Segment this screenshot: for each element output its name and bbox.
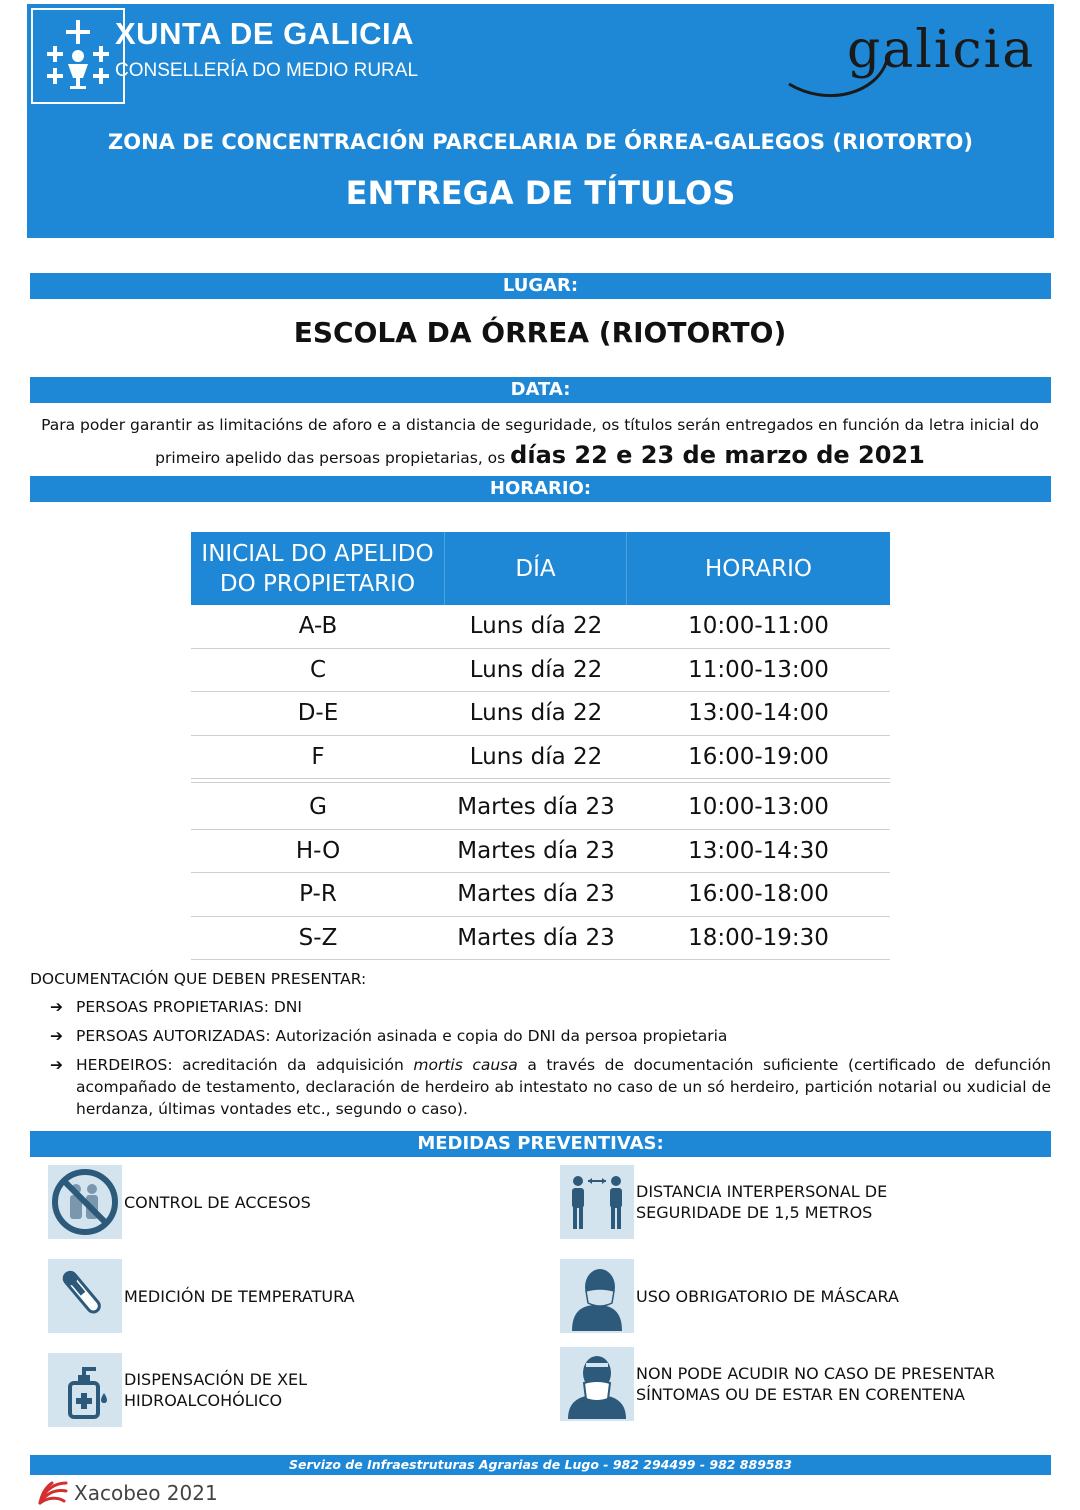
- measure-text-line: MEDICIÓN DE TEMPERATURA: [124, 1286, 355, 1306]
- cell-day: Luns día 22: [469, 743, 603, 770]
- distance-icon: [560, 1165, 634, 1239]
- xunta-coat-of-arms-logo: [31, 8, 125, 104]
- sanitizer-icon: [48, 1353, 122, 1427]
- date-intro: Para poder garantir as limitacións de aforo e a distancia de seguridade, os títulos serán entregados en función da letra inicial do primeiro apelido das persoas propietarias, os: [41, 416, 1039, 467]
- place-value: ESCOLA DA ÓRREA (RIOTORTO): [293, 316, 787, 349]
- measure-text: [634, 1363, 995, 1405]
- date-heading: DATA:: [30, 377, 1051, 403]
- xacobeo-logo: [36, 1479, 218, 1507]
- cell-day: Martes día 23: [457, 837, 615, 864]
- table-row: [191, 692, 890, 736]
- measure-text: [122, 1369, 307, 1411]
- list-item: [30, 996, 1051, 1018]
- measure-text-line: DISPENSACIÓN DE XEL: [124, 1370, 308, 1389]
- table-header-row: [191, 532, 890, 605]
- measures-heading: MEDIDAS PREVENTIVAS:: [30, 1131, 1051, 1157]
- cell-time: 13:00-14:00: [688, 700, 829, 727]
- documentation-section: [30, 968, 1051, 1127]
- arrow-right-icon: ➔: [50, 1027, 63, 1045]
- galicia-brand-logo: [787, 12, 1047, 107]
- cell-initial: C: [309, 656, 327, 683]
- table-row: [191, 605, 890, 649]
- cell-day: Luns día 22: [469, 656, 603, 683]
- no-entry-people-icon: [48, 1165, 122, 1239]
- cell-time: 16:00-18:00: [688, 881, 829, 908]
- cell-day: Martes día 23: [457, 881, 615, 908]
- org-name: XUNTA DE GALICIA: [115, 16, 415, 51]
- cell-time: 18:00-19:30: [688, 924, 829, 951]
- table-row: [191, 786, 890, 830]
- cell-initial: H-O: [295, 837, 341, 864]
- schedule-heading: HORARIO:: [30, 476, 1051, 502]
- cell-time: 10:00-13:00: [688, 794, 829, 821]
- arrow-right-icon: ➔: [50, 998, 63, 1016]
- cell-time: 16:00-19:00: [688, 743, 829, 770]
- cell-initial: P-R: [299, 881, 337, 908]
- measure-access-control: [48, 1165, 311, 1239]
- xacobeo-text: Xacobeo 2021: [74, 1481, 218, 1505]
- documentation-item: PERSOAS AUTORIZADAS: Autorización asinada e copia do DNI da persoa propietaria: [76, 1027, 728, 1045]
- heirs-text-italic: mortis causa: [413, 1056, 518, 1074]
- cell-time: 10:00-11:00: [688, 613, 829, 640]
- date-highlight: días 22 e 23 de marzo de 2021: [510, 441, 925, 469]
- cell-time: 11:00-13:00: [688, 656, 829, 683]
- measure-sanitizer: [48, 1353, 307, 1427]
- table-row: [191, 649, 890, 693]
- schedule-table: [191, 532, 890, 960]
- cell-day: Luns día 22: [469, 700, 603, 727]
- cell-day: Luns día 22: [469, 613, 603, 640]
- measure-text: [122, 1286, 355, 1307]
- place-heading: LUGAR:: [30, 273, 1051, 299]
- cell-initial: A-B: [298, 613, 338, 640]
- measure-distance: [560, 1165, 887, 1239]
- measure-text-line: USO OBRIGATORIO DE MÁSCARA: [636, 1286, 899, 1306]
- cell-day: Martes día 23: [457, 924, 615, 951]
- zone-title: ZONA DE CONCENTRACIÓN PARCELARIA DE ÓRREA-GALEGOS (RIOTORTO): [108, 130, 973, 154]
- measure-temperature: [48, 1259, 355, 1333]
- arrow-right-icon: ➔: [50, 1056, 63, 1074]
- measure-text-line: SÍNTOMAS OU DE ESTAR EN CORENTENA: [636, 1385, 965, 1404]
- measure-text: [634, 1286, 899, 1307]
- mask-icon: [560, 1259, 634, 1333]
- date-paragraph: [40, 410, 1040, 473]
- org-department: CONSELLERÍA DO MEDIO RURAL: [115, 60, 419, 81]
- cell-initial: F: [311, 743, 325, 770]
- cell-initial: D-E: [297, 700, 339, 727]
- document-title: ENTREGA DE TÍTULOS: [345, 174, 736, 212]
- cell-initial: S-Z: [298, 924, 338, 951]
- documentation-item: PERSOAS PROPIETARIAS: DNI: [76, 998, 302, 1016]
- table-row: [191, 873, 890, 917]
- list-item: [30, 1054, 1051, 1120]
- column-header-initial: INICIAL DO APELIDO DO PROPIETARIO: [191, 532, 445, 605]
- list-item: [30, 1025, 1051, 1047]
- measure-text: [122, 1192, 311, 1213]
- measure-mask: [560, 1259, 899, 1333]
- table-row: [191, 830, 890, 874]
- column-header-time: HORARIO: [704, 555, 813, 582]
- cell-initial: G: [309, 794, 327, 821]
- column-header-day: DÍA: [445, 532, 627, 605]
- thermometer-icon: [48, 1259, 122, 1333]
- galicia-logo-text: galicia: [847, 20, 1036, 80]
- measure-text-line: HIDROALCOHÓLICO: [124, 1391, 283, 1410]
- heirs-text-before: HERDEIROS: acreditación da adquisición: [76, 1056, 404, 1074]
- table-row: [191, 917, 890, 961]
- measure-text-line: NON PODE ACUDIR NO CASO DE PRESENTAR: [636, 1364, 995, 1383]
- measure-text-line: SEGURIDADE DE 1,5 METROS: [636, 1203, 873, 1222]
- sick-person-icon: [560, 1347, 634, 1421]
- documentation-item-heirs: [76, 1054, 1051, 1120]
- measure-text-line: CONTROL DE ACCESOS: [124, 1192, 311, 1212]
- measure-symptoms: [560, 1347, 995, 1421]
- cell-time: 13:00-14:30: [688, 837, 829, 864]
- cell-day: Martes día 23: [457, 794, 615, 821]
- measure-text: [634, 1181, 887, 1223]
- contact-footer: Servizo de Infraestruturas Agrarias de Lugo - 982 294499 - 982 889583: [30, 1455, 1051, 1475]
- header-banner: [27, 4, 1054, 238]
- heirs-text-after: a través de documentación suficiente (certificado de defunción acompañado de testamento, declaración de herdeiro ab intestato no caso de un só herdeiro, partición notarial ou xudicial de herdanza, últimas vontades etc., segundo o caso).: [76, 1056, 1052, 1118]
- xacobeo-shell-icon: [36, 1479, 68, 1507]
- table-row: [191, 736, 890, 780]
- measure-text-line: DISTANCIA INTERPERSONAL DE: [636, 1182, 888, 1201]
- documentation-lead: DOCUMENTACIÓN QUE DEBEN PRESENTAR:: [30, 970, 367, 988]
